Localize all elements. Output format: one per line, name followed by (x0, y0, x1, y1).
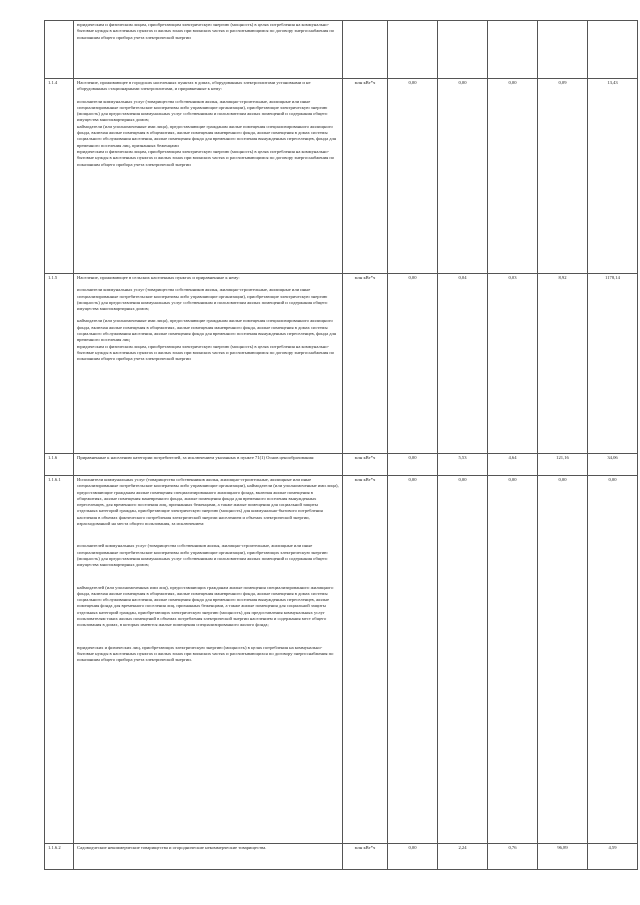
description-paragraph: Население, проживающее в сельских населенных пунктах и приравненные к нему: (77, 275, 240, 280)
value-cell-v4: 0,00 (538, 476, 588, 844)
description-paragraph: наймодателей (или уполномоченных ими лиц), предоставляющих гражданам жилые помещения специализированного жилищного фонда, включая жилые помещения в общежитиях, жилые помещения маневренного фонда, жилые помещения в домах системы социального обслуживания населения, жилые помещения фонда для временного поселения вынужденных переселенцев, жилые помещения фонда для временного поселения лиц, признанных беженцами, а также жилые помещения для социальной защиты отдельных категорий граждан, приобретающих электрическую энергию (мощность) для предоставления коммунальных услуг пользователям таких жилых помещений в объемах потребления электрической энергии населением и содержания мест общего пользования в домах, в которых имеются жилые помещения специализированного жилого фонда; (77, 584, 334, 628)
description-paragraph: Население, проживающее в городских населенных пунктах в домах, оборудованных электроплитами установками и не оборудованных стационарными электроплитами, и приравненные к нему: (77, 80, 311, 92)
value-cell-v1: 0,00 (388, 79, 438, 274)
value-cell-v4: 0,09 (538, 79, 588, 274)
value-cell-v3: 0,00 (488, 476, 538, 844)
description-paragraph: наймодатели (или уполномоченные ими лица), предоставляющие гражданам жилые помещения специализированного жилищного фонда, включая жилые помещения в общежитиях, жилые помещения маневренного фонда, жилые помещения в домах системы социального обслуживания населения, жилые помещения фонда для временного поселения вынужденных переселенцев, фонда для временного поселения лиц, признанных беженцами (77, 123, 337, 148)
value-cell-v5: 0,00 (588, 476, 638, 844)
unit-cell: млн кВт*ч (343, 454, 388, 476)
unit-cell: млн кВт*ч (343, 274, 388, 454)
value-cell-v1: 0,00 (388, 274, 438, 454)
table-row (45, 454, 638, 476)
row-number (45, 21, 74, 79)
value-cell-v1: 0,00 (388, 844, 438, 870)
value-cell-v5 (588, 21, 638, 79)
value-cell-v2 (438, 21, 488, 79)
row-description (74, 79, 343, 274)
value-cell-v3: 0,03 (488, 274, 538, 454)
value-cell-v4: 96,89 (538, 844, 588, 870)
value-cell-v5: 1178,14 (588, 274, 638, 454)
description-paragraph: Исполнители коммунальных услуг (товарищества собственников жилья, жилищно-строительные, жилищные или иные специализированные потребительские кооперативы либо управляющие организации), наймодатели (или уполномоченные ими лица), предоставляющие гражданам жилые помещения специализированного жилищного фонда, включая жилые помещения в общежитиях, жилые помещения маневренного фонда, жилые помещения фонда для временного поселения вынужденных переселенцев, для временного поселения лиц, признанных беженцами, а также жилые помещения для социальной защиты отдельных категорий граждан, приобретающие электрическую энергию (мощность) для коммунально-бытового потребления населения в объемах фактического потребления электрической энергии населением и объемах электрической энергии, израсходованной на места общего пользования, за исключением: (77, 477, 339, 527)
value-cell-v2: 5,53 (438, 454, 488, 476)
description-paragraph: юридических и физических лиц, приобретающих электрическую энергию (мощность) в целях потребления на коммунально-бытовые нужды в населенных пунктах и жилых зонах при воинских частях и рассчитывающихся по договору энергоснабжения по показаниям общего прибора учета электрической энергии. (77, 644, 334, 663)
row-description (74, 274, 343, 454)
table-row (45, 21, 638, 79)
table-row (45, 476, 638, 844)
value-cell-v4 (538, 21, 588, 79)
row-number: 1.1.6.2 (45, 844, 74, 870)
description-paragraph: юридическим и физическим лицам, приобретающим электрическую энергию (мощность) в целях потребления на коммунально-бытовые нужды в населенных пунктах и жилых зонах при воинских частях и рассчитывающимся по договору энергоснабжения по показаниям общего прибора учета электрической энергии (77, 148, 335, 167)
unit-cell (343, 21, 388, 79)
value-cell-v1: 0,00 (388, 476, 438, 844)
tariff-table-body (45, 21, 638, 870)
value-cell-v4: 121,16 (538, 454, 588, 476)
unit-cell: млн кВт*ч (343, 476, 388, 844)
description-paragraph: юридическим и физическим лицам, приобретающим электрическую энергию (мощность) в целях потребления на коммунально-бытовые нужды в населенных пунктах и жилых зонах при воинских частях и рассчитывающимся по договору энергоснабжения по показаниям общего прибора учета электрической энергии (77, 22, 335, 40)
value-cell-v1 (388, 21, 438, 79)
row-description (74, 454, 343, 476)
row-description (74, 844, 343, 870)
row-number: 1.1.6.1 (45, 476, 74, 844)
value-cell-v2: 0,04 (438, 274, 488, 454)
value-cell-v3 (488, 21, 538, 79)
description-paragraph: юридическим и физическим лицам, приобретающим электрическую энергию (мощность) в целях потребления на коммунально-бытовые нужды в населенных пунктах и жилых зонах при воинских частях и рассчитывающимся по договору энергоснабжения по показаниям общего прибора учета электрической энергии (77, 343, 335, 362)
value-cell-v3: 0,76 (488, 844, 538, 870)
tariff-table (44, 20, 638, 870)
description-paragraph: Приравненные к населению категории потребителей, за исключением указанных в пункте 71(1) Основ ценообразования: (77, 455, 315, 460)
value-cell-v2: 0,00 (438, 79, 488, 274)
row-description (74, 21, 343, 79)
value-cell-v2: 2,24 (438, 844, 488, 870)
row-number: 1.1.6 (45, 454, 74, 476)
value-cell-v1: 0,00 (388, 454, 438, 476)
value-cell-v5: 13,43 (588, 79, 638, 274)
table-row (45, 79, 638, 274)
value-cell-v5: 4,59 (588, 844, 638, 870)
unit-cell: млн кВт*ч (343, 79, 388, 274)
row-number: 1.1.4 (45, 79, 74, 274)
value-cell-v5: 34,06 (588, 454, 638, 476)
value-cell-v3: 0,00 (488, 79, 538, 274)
row-description (74, 476, 343, 844)
value-cell-v4: 8,92 (538, 274, 588, 454)
unit-cell: млн кВт*ч (343, 844, 388, 870)
table-row (45, 274, 638, 454)
value-cell-v3: 4,64 (488, 454, 538, 476)
description-paragraph: Садоводческие некоммерческие товарищества и огороднические некоммерческие товарищества. (77, 845, 267, 850)
description-paragraph: исполнителей коммунальных услуг (товарищества собственников жилья, жилищно-строительные, жилищные или иные специализированные потребительские кооперативы либо управляющие организации), приобретающих электрическую энергию (мощность) для предоставления коммунальных услуг собственникам и пользователям жилых помещений и содержания общего имущества многоквартирных домов; (77, 543, 328, 568)
value-cell-v2: 0,00 (438, 476, 488, 844)
description-paragraph: исполнители коммунальных услуг (товарищества собственников жилья, жилищно-строительные, жилищные или иные специализированные потребительские кооперативы либо управляющие организации), приобретающие электрическую энергию (мощность) для предоставления коммунальных услуг собственникам и пользователям жилых помещений и содержания общего имущества многоквартирных домов; (77, 287, 328, 312)
row-number: 1.1.5 (45, 274, 74, 454)
table-row (45, 844, 638, 870)
description-paragraph: исполнители коммунальных услуг (товарищества собственников жилья, жилищно-строительные, жилищные или иные специализированные потребительские кооперативы либо управляющие организации), приобретающие электрическую энергию (мощность) для предоставления коммунальных услуг собственникам и пользователям жилых помещений и содержания общего имущества многоквартирных домов; (77, 98, 328, 123)
description-paragraph: наймодатели (или уполномоченные ими лица), предоставляющие гражданам жилые помещения специализированного жилищного фонда, включая жилые помещения в общежитиях, жилые помещения маневренного фонда, жилые помещения в домах системы социального обслуживания населения, жилые помещения фонда для временного поселения вынужденных переселенцев, фонда для временного поселения лиц (77, 318, 337, 343)
